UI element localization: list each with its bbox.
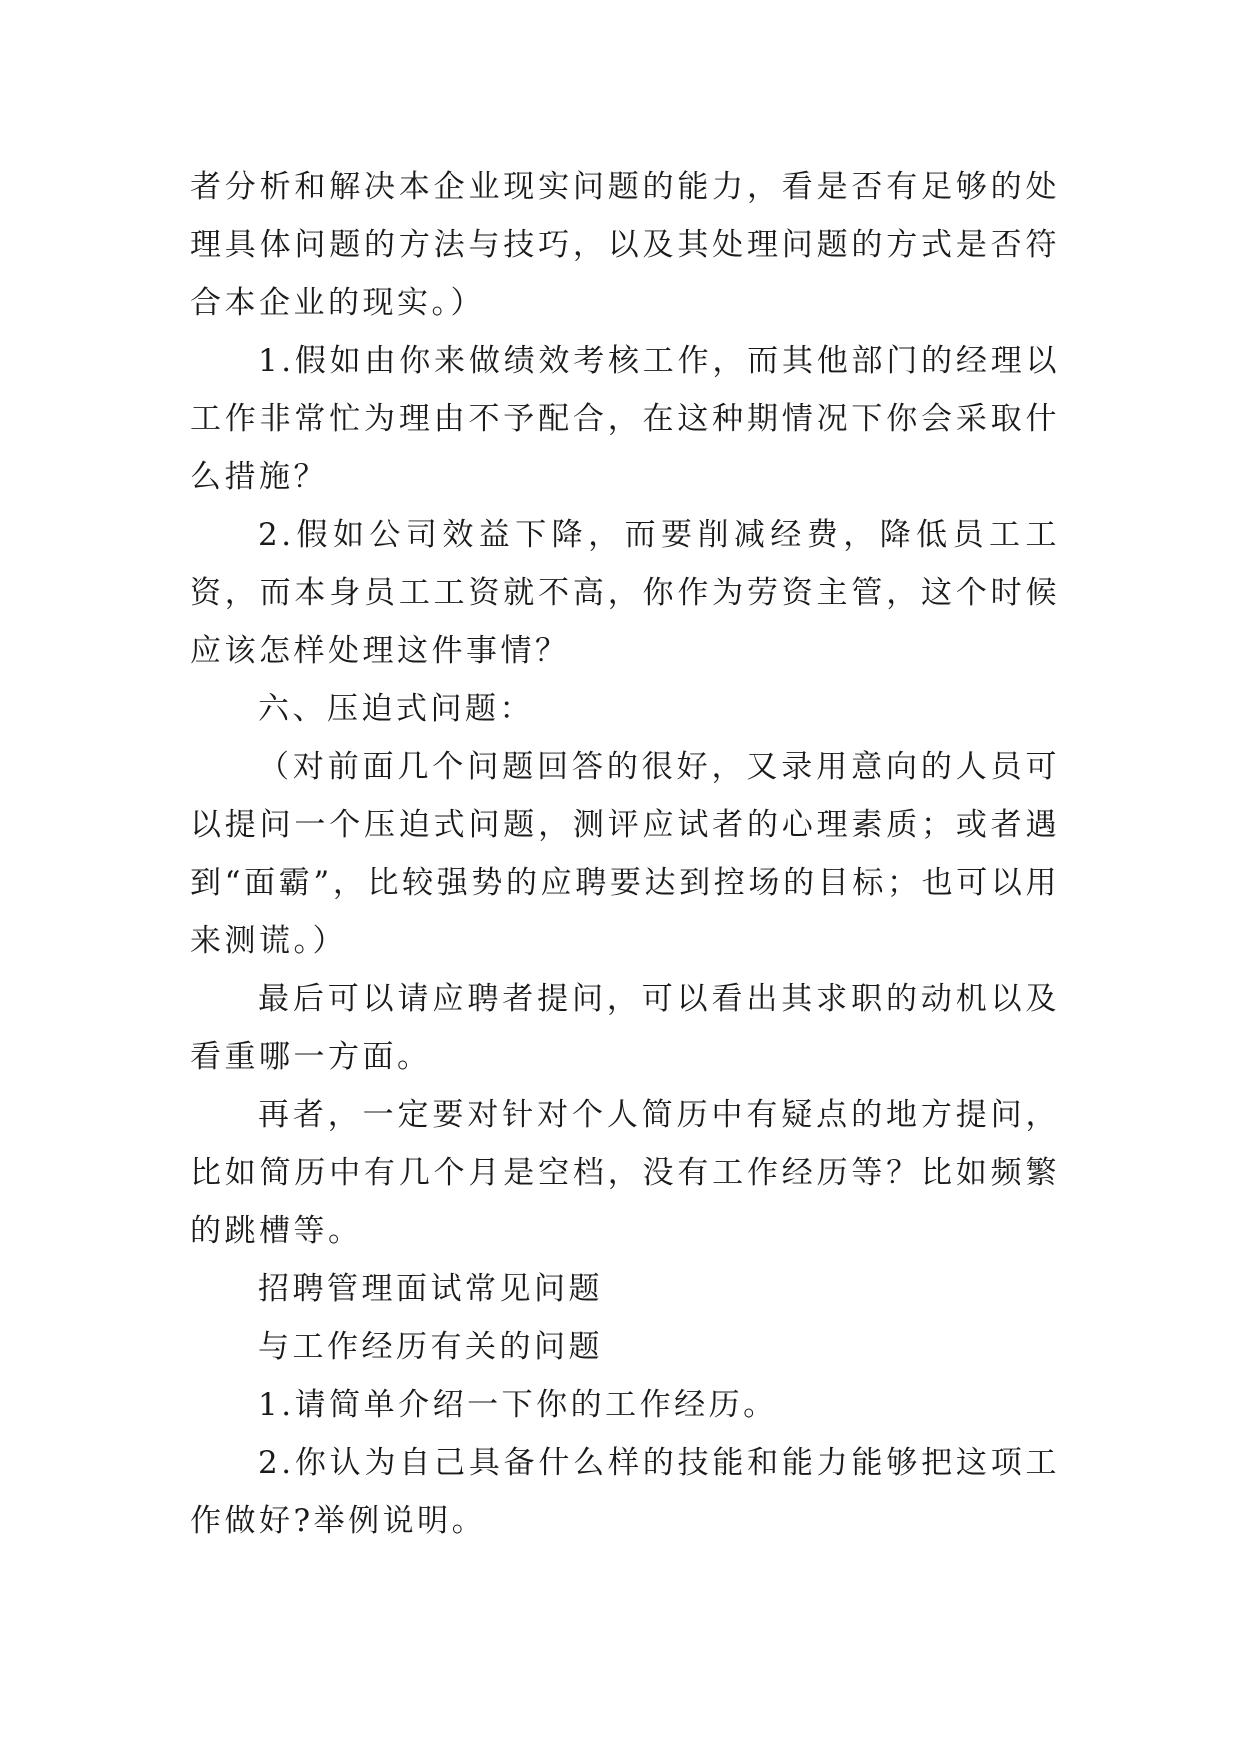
paragraph-candidate-questions: 最后可以请应聘者提问，可以看出其求职的动机以及看重哪一方面。 xyxy=(190,981,1060,1075)
section-heading-pressure-questions: 六、压迫式问题： xyxy=(258,691,534,727)
question-skills: 2.你认为自己具备什么样的技能和能力能够把这项工作做好?举例说明。 xyxy=(190,1445,1060,1539)
document-body xyxy=(190,158,1060,1550)
question-salary-cut: 2.假如公司效益下降，而要削减经费，降低员工工资，而本身员工工资就不高，你作为劳资主管，这个时候应该怎样处理这件事情？ xyxy=(190,517,1060,669)
paragraph-pressure-note: （对前面几个问题回答的很好，又录用意向的人员可以提问一个压迫式问题，测评应试者的心理素质；或者遇到“面霸”，比较强势的应聘要达到控场的目标；也可以用来测谎。） xyxy=(190,749,1060,959)
question-performance-review: 1.假如由你来做绩效考核工作，而其他部门的经理以工作非常忙为理由不予配合，在这种期情况下你会采取什么措施？ xyxy=(190,343,1060,495)
heading-common-interview-questions: 招聘管理面试常见问题 xyxy=(258,1271,603,1307)
question-work-history: 1.请简单介绍一下你的工作经历。 xyxy=(258,1387,778,1423)
paragraph-continuation: 者分析和解决本企业现实问题的能力，看是否有足够的处理具体问题的方法与技巧，以及其处理问题的方式是否符合本企业的现实。） xyxy=(190,169,1060,321)
paragraph-resume-gaps: 再者，一定要对针对个人简历中有疑点的地方提问，比如简历中有几个月是空档，没有工作经历等？比如频繁的跳槽等。 xyxy=(190,1097,1060,1249)
subheading-work-experience: 与工作经历有关的问题 xyxy=(258,1329,603,1365)
